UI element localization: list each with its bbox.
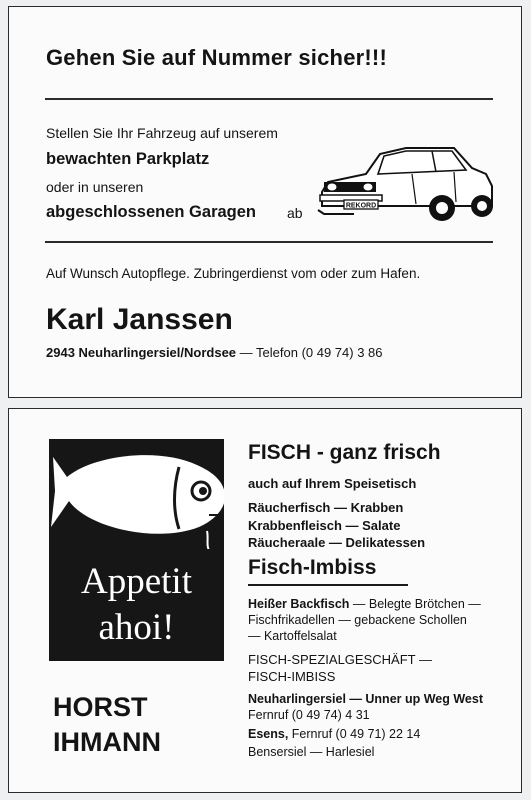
car-plate: REKORD xyxy=(345,202,377,210)
ad2-subheadline: auch auf Ihrem Speisetisch xyxy=(248,476,417,491)
owner-last-name: IHMANN xyxy=(53,727,161,757)
appetit-ahoi-logo xyxy=(49,439,224,661)
location2 xyxy=(248,727,420,741)
ad1-headline: Gehen Sie auf Nummer sicher!!! xyxy=(46,45,387,70)
imbiss-line1 xyxy=(248,597,481,611)
shop-line1: FISCH-SPEZIALGESCHÄFT — xyxy=(248,652,432,667)
imbiss-title: Fisch-Imbiss xyxy=(248,556,377,579)
parking-advertisement xyxy=(8,6,522,398)
product-line: Krabbenfleisch — Salate xyxy=(248,518,401,533)
fish-icon xyxy=(49,439,224,549)
location3: Bensersiel — Harlesiel xyxy=(248,745,375,759)
imbiss-bold: Heißer Backfisch xyxy=(248,597,350,611)
imbiss-line1-rest: — Belegte Brötchen — xyxy=(349,597,481,611)
ad1-name: Karl Janssen xyxy=(46,303,233,336)
ad1-ab: ab xyxy=(287,205,303,221)
ad1-service: Auf Wunsch Autopflege. Zubringerdienst vom oder zum Hafen. xyxy=(46,266,421,281)
ad1-line1: Stellen Sie Ihr Fahrzeug auf unserem xyxy=(46,125,278,141)
phone1: Fernruf (0 49 74) 4 31 xyxy=(248,708,370,722)
ad1-line2: oder in unseren xyxy=(46,179,144,195)
logo-text-line2: ahoi! xyxy=(98,607,175,648)
ad1-bold2: abgeschlossenen Garagen xyxy=(46,203,256,221)
ad2-headline: FISCH - ganz frisch xyxy=(248,441,441,464)
product-line: Räucheraale — Delikatessen xyxy=(248,535,426,550)
location1-text: Neuharlingersiel — Unner up Weg West xyxy=(248,692,483,706)
ad1-address: 2943 Neuharlingersiel/Nordsee xyxy=(46,345,237,360)
location1 xyxy=(248,692,483,706)
owner-first-name: HORST xyxy=(53,692,148,722)
product-line: Räucherfisch — Krabben xyxy=(248,500,404,515)
ad1-address-line xyxy=(46,345,383,360)
divider xyxy=(45,98,493,100)
imbiss-line2: Fischfrikadellen — gebackene Schollen xyxy=(248,613,467,627)
logo-text-line1: Appetit xyxy=(81,561,192,602)
location2-text: Esens, xyxy=(248,727,289,741)
ad1-phone: — Telefon (0 49 74) 3 86 xyxy=(239,345,383,360)
shop-line2: FISCH-IMBISS xyxy=(248,669,336,684)
imbiss-line3: — Kartoffelsalat xyxy=(248,629,337,643)
fish-advertisement xyxy=(8,408,522,793)
car-illustration xyxy=(314,140,499,227)
divider xyxy=(45,241,493,243)
imbiss-underline xyxy=(248,584,408,586)
ad1-bold1: bewachten Parkplatz xyxy=(46,150,210,168)
phone2: Fernruf (0 49 71) 22 14 xyxy=(288,727,421,741)
